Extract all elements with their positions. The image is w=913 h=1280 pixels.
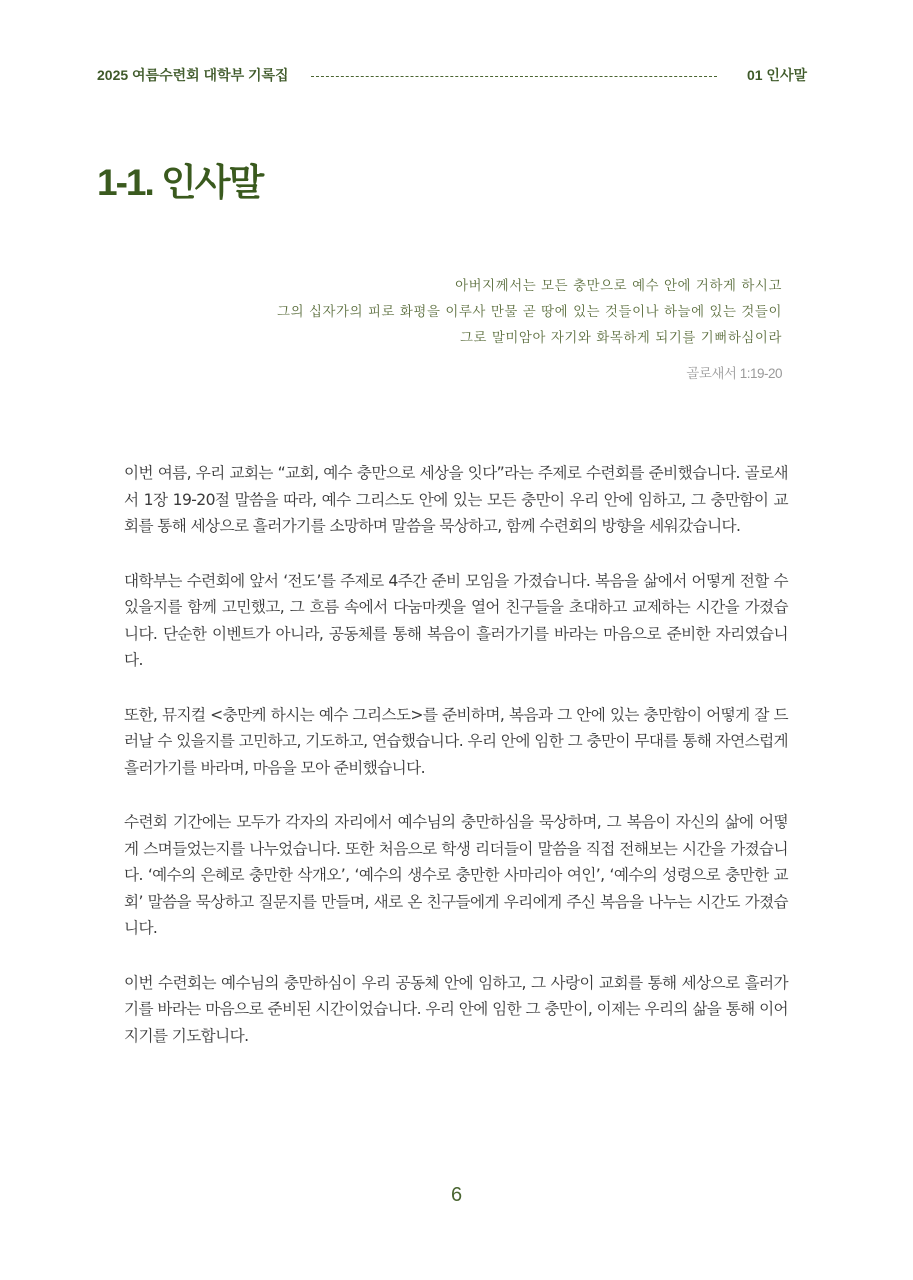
scripture-quote (277, 274, 782, 352)
header-dashed-rule (311, 76, 717, 77)
body-paragraph: 이번 수련회는 예수님의 충만하심이 우리 공동체 안에 임하고, 그 사랑이 교회를 통해 세상으로 흘러가기를 바라는 마음으로 준비된 시간이었습니다. 우리 안에 임한 그 충만이, 이제는 우리의 삶을 통해 이어지기를 기도합니다. (124, 973, 788, 1045)
body-paragraph: 대학부는 수련회에 앞서 ‘전도’를 주제로 4주간 준비 모임을 가졌습니다. 복음을 삶에서 어떻게 전할 수 있을지를 함께 고민했고, 그 흐름 속에서 다눔마켓을 열어 친구들을 초대하고 교제하는 시간을 가졌습니다. 단순한 이벤트가 아니라, 공동체를 통해 복음이 흘러가기를 바라는 마음으로 준비한 자리였습니다. (124, 571, 788, 669)
scripture-line: 그로 말미암아 자기와 화목하게 되기를 기뻐하심이라 (459, 331, 782, 346)
scripture-reference: 골로새서 1:19-20 (686, 366, 782, 381)
page-number: 6 (450, 1184, 463, 1206)
scripture-line: 아버지께서는 모든 충만으로 예수 안에 거하게 하시고 (455, 279, 782, 294)
body-paragraph: 이번 여름, 우리 교회는 “교회, 예수 충만으로 세상을 잇다”라는 주제로 수련회를 준비했습니다. 골로새서 1장 19-20절 말씀을 따라, 예수 그리스도 안에 있는 모든 충만이 우리 안에 임하고, 그 충만함이 교회를 통해 세상으로 흘러가기를 소망하며 말씀을 묵상하고, 함께 수련회의 방향을 세워갔습니다. (124, 464, 788, 535)
body-paragraph: 또한, 뮤지컬 <충만케 하시는 예수 그리스도>를 준비하며, 복음과 그 안에 있는 충만함이 어떻게 잘 드러날 수 있을지를 고민하고, 기도하고, 연습했습니다. 우리 안에 임한 그 충만이 무대를 통해 자연스럽게 흘러가기를 바라며, 마음을 모아 준비했습니다. (124, 705, 788, 777)
running-header (97, 64, 807, 86)
page-title: 1-1. 인사말 (97, 162, 263, 203)
scripture-line: 그의 십자가의 피로 화평을 이루사 만물 곧 땅에 있는 것들이나 하늘에 있는 것들이 (277, 305, 782, 320)
header-book-title: 2025 여름수련회 대학부 기록집 (97, 67, 289, 83)
greeting-body (124, 460, 788, 1077)
body-paragraph: 수련회 기간에는 모두가 각자의 자리에서 예수님의 충만하심을 묵상하며, 그 복음이 자신의 삶에 어떻게 스며들었는지를 나누었습니다. 또한 처음으로 학생 리더들이 말씀을 직접 전해보는 시간을 가졌습니다. ‘예수의 은혜로 충만한 삭개오’, ‘예수의 생수로 충만한 사마리아 여인’, ‘예수의 성령으로 충만한 교회’ 말씀을 묵상하고 질문지를 만들며, 새로 온 친구들에게 우리에게 주신 복음을 나누는 시간도 가졌습니다. (124, 813, 789, 937)
header-section-name: 01 인사말 (746, 67, 807, 83)
